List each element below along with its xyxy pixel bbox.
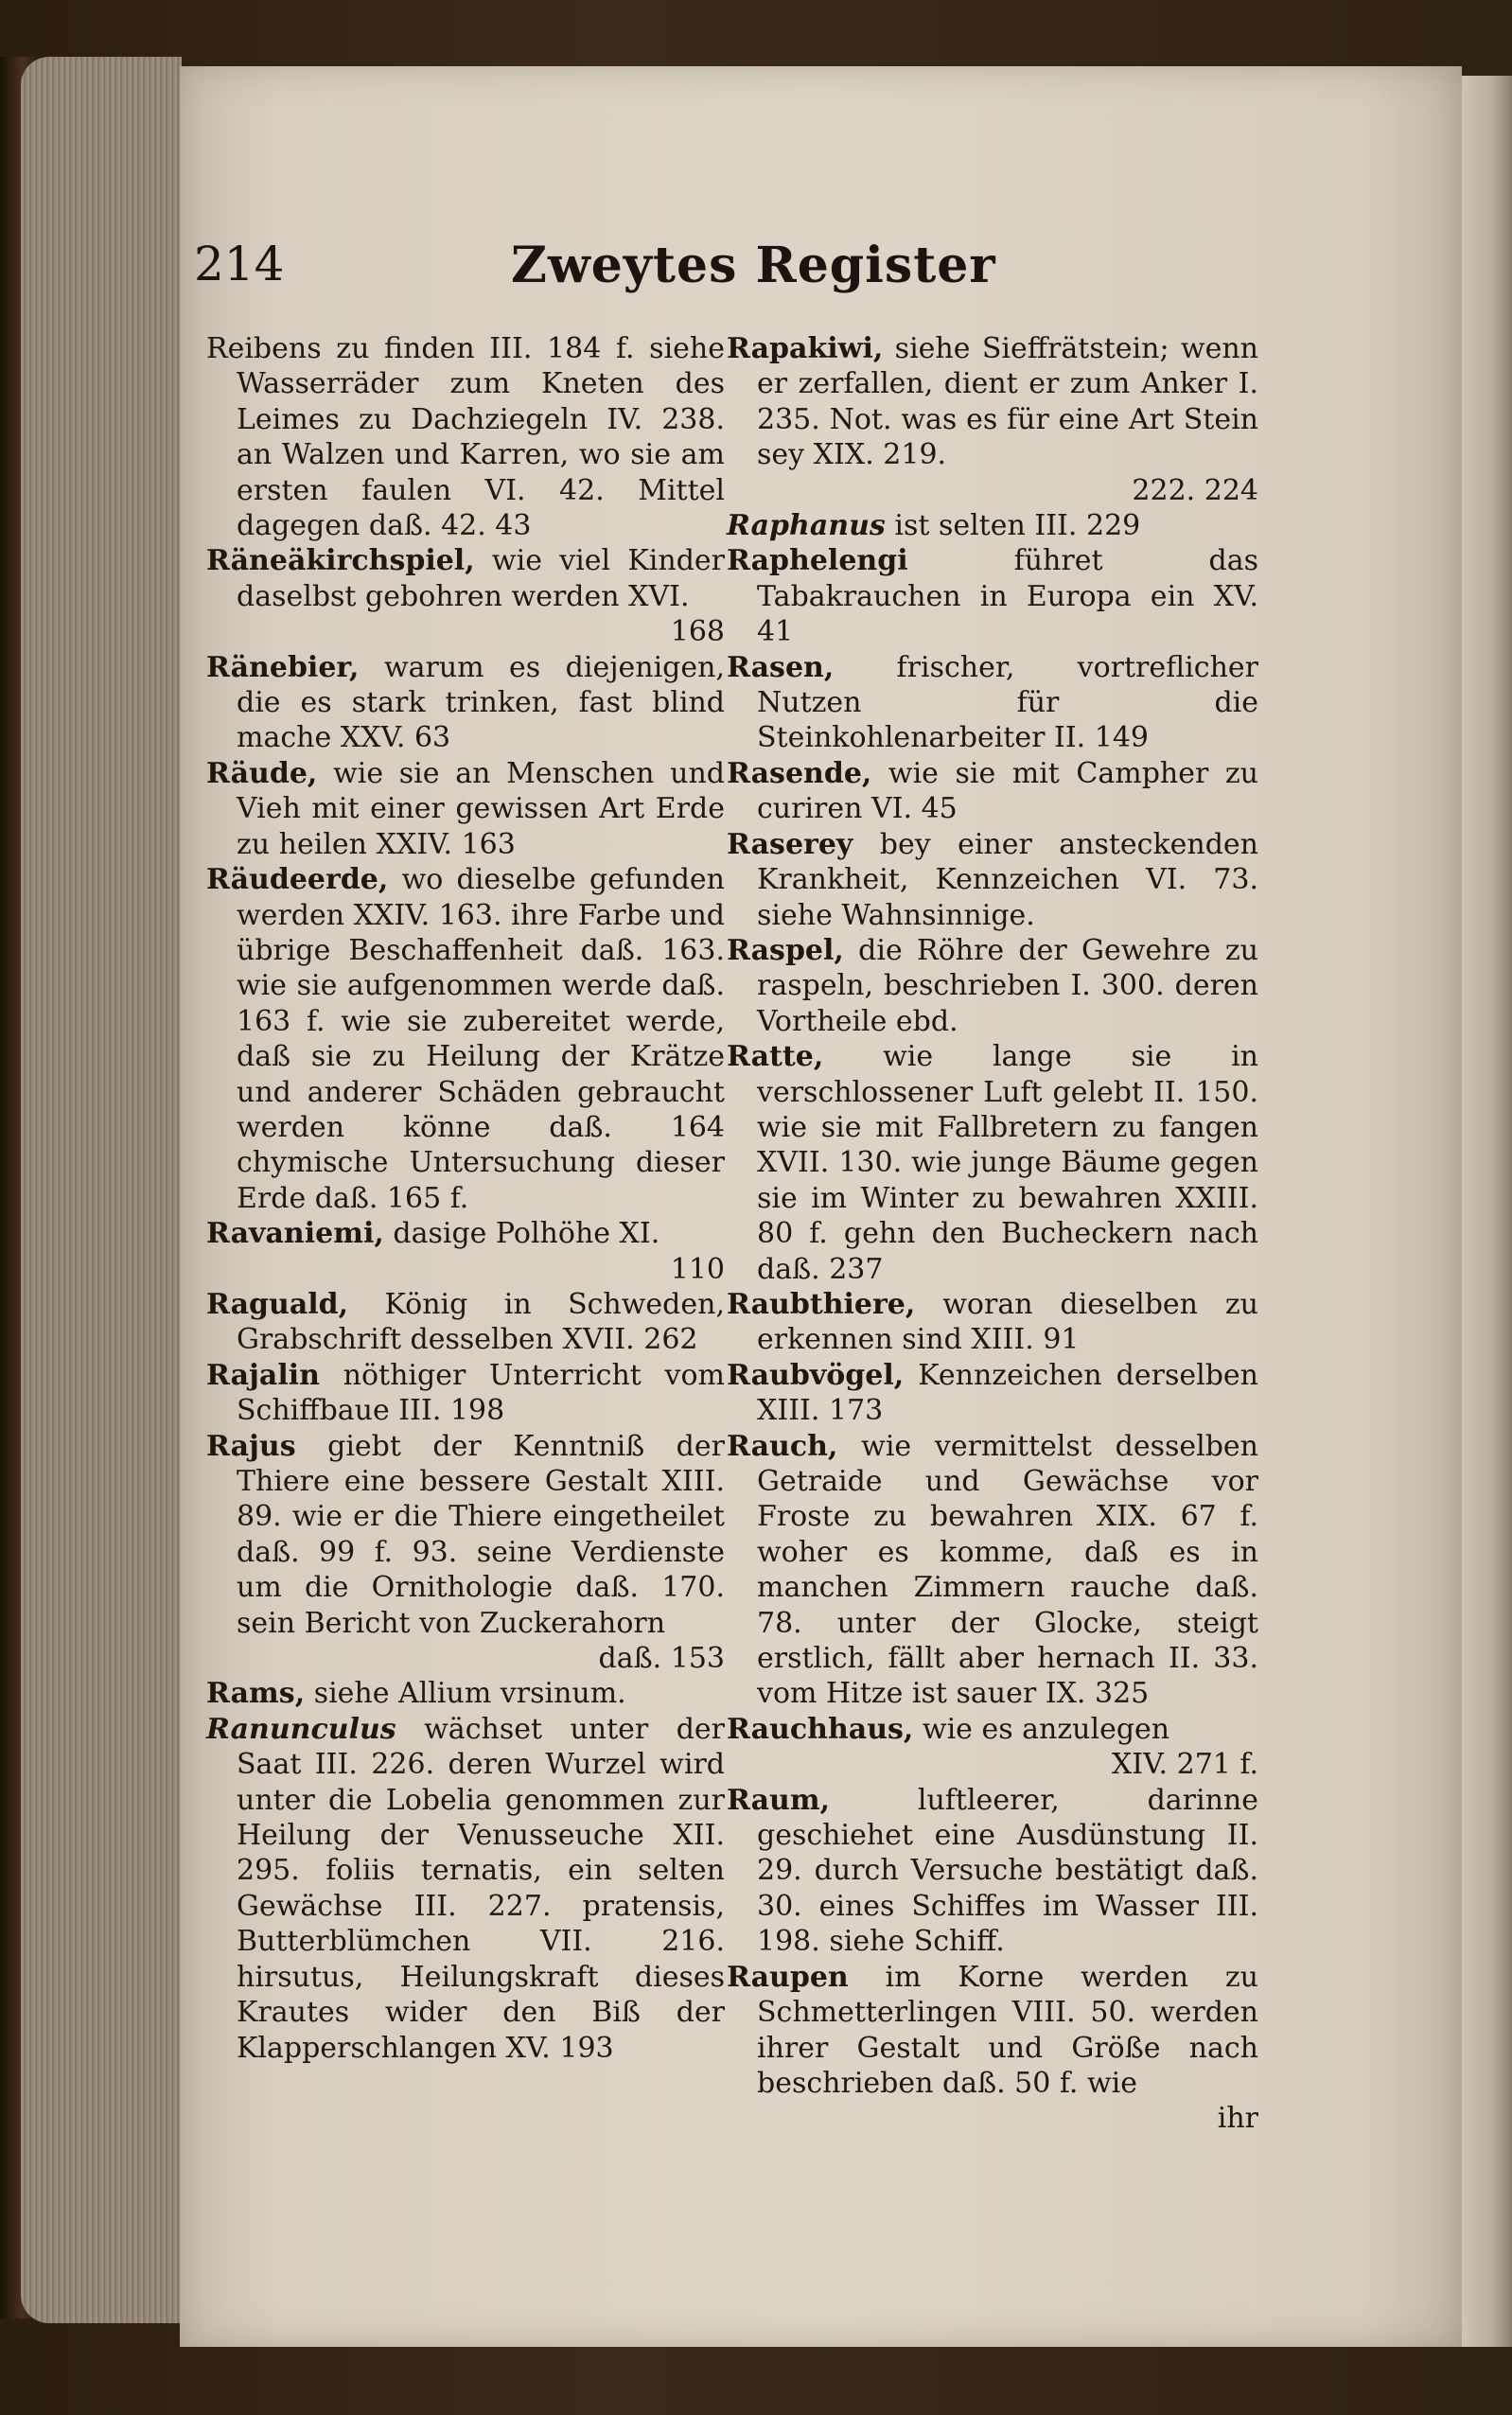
index-entry <box>206 1429 725 1677</box>
page-number: 214 <box>194 237 285 291</box>
entry-reference: daß. 153 <box>598 1642 725 1676</box>
index-entry <box>206 543 725 649</box>
entry-text: wächset unter der Saat III. 226. deren Wurzel wird unter die Lobelia genommen zur Heilung der Venusseuche XII. 295. foliis ternatis, ein selten Gewächse III. 227. pratensis, Butterblümchen VII. 216. hirsutus, Heilungskraft dieses Krautes wider den Biß der Klapperschlangen XV. 193 <box>237 1712 725 2065</box>
entry-text: woran dieselben zu erkennen sind XIII. 91 <box>757 1287 1258 1357</box>
entry-headword: Raphelengi <box>727 544 908 578</box>
entry-text: wie vermittelst desselben Getraide und Gewächse vor Froste zu bewahren XIX. 67 f. woher es komme, daß es in manchen Zimmern rauche daß. 78. unter der Glocke, steigt erstlich, fällt aber hernach II. 33. vom Hitze ist sauer IX. 325 <box>757 1429 1258 1711</box>
entry-reference: ihr <box>1217 2102 1258 2136</box>
index-entry <box>727 756 1258 827</box>
index-entry <box>727 933 1258 1039</box>
left-column <box>206 331 725 2066</box>
entry-reference: 110 <box>670 1252 725 1286</box>
entry-text: wie viel Kinder daselbst gebohren werden XVI. <box>237 544 725 613</box>
entry-text: wo dieselbe gefunden werden XXIV. 163. ihre Farbe und übrige Beschaffenheit daß. 163. wie sie aufgenommen werde daß. 163 f. wie sie zubereitet werde, daß sie zu Heilung der Krätze und anderer Schäden gebraucht werden könne daß. 164 chymische Untersuchung dieser Erde daß. 165 f. <box>237 863 725 1215</box>
entry-text: wie es anzulegen <box>922 1712 1170 1746</box>
entry-reference: 168 <box>670 615 725 649</box>
entry-text: wie sie mit Campher zu curiren VI. 45 <box>757 756 1258 826</box>
entry-headword: Rajus <box>206 1429 296 1463</box>
index-entry <box>727 331 1258 508</box>
right-column <box>727 331 1258 2137</box>
entry-text: warum es diejenigen, die es stark trinken, fast blind mache XXV. 63 <box>237 650 725 755</box>
entry-headword: Rams, <box>206 1677 306 1711</box>
entry-headword: Raspel, <box>727 933 844 967</box>
entry-headword: Raphanus <box>727 509 886 543</box>
index-entry <box>206 650 725 756</box>
entry-text: König in Schweden, Grabschrift desselben XVII. 262 <box>237 1287 725 1357</box>
index-entry <box>206 1216 725 1287</box>
index-entry <box>727 1783 1258 1960</box>
entry-headword: Rauch, <box>727 1429 838 1463</box>
index-entry <box>727 827 1258 933</box>
entry-headword: Ravaniemi, <box>206 1217 384 1251</box>
entry-text: frischer, vortreflicher Nutzen für die Steinkohlenarbeiter II. 149 <box>757 650 1258 755</box>
index-entry <box>727 1429 1258 1712</box>
entry-headword: Rasende, <box>727 756 872 790</box>
index-entry <box>727 1712 1258 1783</box>
index-entry <box>206 1712 725 2066</box>
entry-text: ist selten III. 229 <box>894 509 1141 543</box>
index-entry <box>727 650 1258 756</box>
index-entry <box>727 543 1258 649</box>
entry-text: wie sie an Menschen und Vieh mit einer gewissen Art Erde zu heilen XXIV. 163 <box>237 756 725 861</box>
entry-text: im Korne werden zu Schmetterlingen VIII. 50. werden ihrer Gestalt und Größe nach beschrieben daß. 50 f. wie <box>757 1960 1258 2100</box>
index-entry <box>206 1676 725 1711</box>
entry-text: giebt der Kenntniß der Thiere eine bessere Gestalt XIII. 89. wie er die Thiere eingetheilet daß. 99 f. 93. seine Verdienste um die Ornithologie daß. 170. sein Bericht von Zuckerahorn <box>237 1429 725 1640</box>
entry-text: dasige Polhöhe XI. <box>393 1217 660 1251</box>
index-entry <box>206 1358 725 1429</box>
entry-headword: Ratte, <box>727 1040 824 1074</box>
entry-headword: Ranunculus <box>206 1712 396 1746</box>
index-entry <box>727 1960 1258 2137</box>
entry-headword: Raguald, <box>206 1287 349 1321</box>
page-header <box>194 237 1046 322</box>
entry-reference: XIV. 271 f. <box>1111 1748 1258 1782</box>
index-entry <box>727 1287 1258 1358</box>
entry-headword: Raupen <box>727 1960 849 1994</box>
entry-headword: Raum, <box>727 1783 831 1817</box>
entry-text: Kennzeichen derselben XIII. 173 <box>757 1358 1258 1428</box>
index-entry <box>727 508 1258 543</box>
entry-text: wie lange sie in verschlossener Luft gelebt II. 150. wie sie mit Fallbretern zu fangen XVII. 130. wie junge Bäume gegen sie im Winter zu bewahren XXIII. 80 f. gehn den Bucheckern nach daß. 237 <box>757 1040 1258 1286</box>
page-stack-edge <box>21 57 182 2323</box>
entry-reference: 222. 224 <box>1132 473 1258 507</box>
index-entry <box>727 1039 1258 1287</box>
entry-headword: Räudeerde, <box>206 863 389 897</box>
entry-headword: Raubvögel, <box>727 1358 905 1392</box>
index-entry <box>206 862 725 1216</box>
entry-text: Reibens zu finden III. 184 f. siehe Wasserräder zum Kneten des Leimes zu Dachziegeln IV. 238. an Walzen und Karren, wo sie am ersten faulen VI. 42. Mittel dagegen daß. 42. 43 <box>206 332 725 543</box>
entry-headword: Rapakiwi, <box>727 332 884 365</box>
index-entry <box>727 1358 1258 1429</box>
entry-headword: Rauchhaus, <box>727 1712 914 1746</box>
entry-text: siehe Allium vrsinum. <box>313 1677 626 1711</box>
entry-headword: Raubthiere, <box>727 1287 916 1321</box>
index-entry <box>206 1287 725 1358</box>
entry-text: bey einer ansteckenden Krankheit, Kennzeichen VI. 73. siehe Wahnsinnige. <box>757 827 1258 932</box>
facing-page-edge <box>1462 76 1512 2347</box>
entry-headword: Räude, <box>206 756 318 790</box>
entry-headword: Raserey <box>727 827 853 861</box>
entry-text: nöthiger Unterricht vom Schiffbaue III. 198 <box>237 1358 725 1428</box>
entry-text: führet das Tabakrauchen in Europa ein XV. 41 <box>757 544 1258 649</box>
entry-text: siehe Sieffrätstein; wenn er zerfallen, dient er zum Anker I. 235. Not. was es für eine Art Stein sey XIX. 219. <box>757 332 1258 472</box>
entry-text: luftleerer, darinne geschiehet eine Ausdünstung II. 29. durch Versuche bestätigt daß. 30. eines Schiffes im Wasser III. 198. siehe Schiff. <box>757 1783 1258 1959</box>
running-head: Zweytes Register <box>511 237 996 294</box>
entry-headword: Rasen, <box>727 650 835 684</box>
entry-headword: Rajalin <box>206 1358 320 1392</box>
entry-text: die Röhre der Gewehre zu raspeln, beschrieben I. 300. deren Vortheile ebd. <box>757 933 1258 1038</box>
entry-headword: Räneäkirchspiel, <box>206 544 475 578</box>
index-entry <box>206 756 725 862</box>
entry-headword: Ränebier, <box>206 650 360 684</box>
index-entry <box>206 331 725 543</box>
